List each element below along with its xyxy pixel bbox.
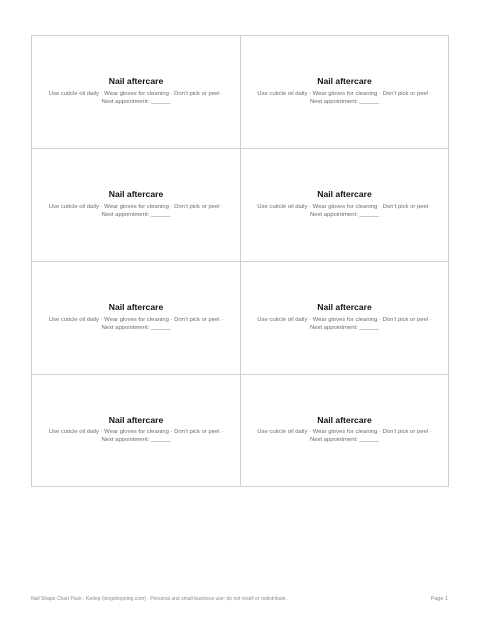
aftercare-card bbox=[32, 375, 241, 487]
card-tips: Use cuticle oil daily · Wear gloves for cleaning · Don’t pick or peel · bbox=[257, 316, 432, 323]
card-appointment: Next appointment: ______ bbox=[101, 98, 171, 105]
aftercare-card bbox=[32, 36, 241, 149]
card-tips: Use cuticle oil daily · Wear gloves for cleaning · Don’t pick or peel · bbox=[48, 90, 224, 97]
footer-credit: Nail Shape Chart Pack · Kedop (longshopping.com) · Personal and small-business use; do not resell or redistribute. bbox=[31, 596, 287, 602]
card-appointment: Next appointment: ______ bbox=[309, 211, 380, 218]
card-appointment: Next appointment: ______ bbox=[309, 437, 380, 444]
card-tips: Use cuticle oil daily · Wear gloves for cleaning · Don’t pick or peel · bbox=[257, 429, 432, 436]
aftercare-card bbox=[241, 375, 449, 487]
card-appointment: Next appointment: ______ bbox=[101, 211, 171, 218]
aftercare-card-grid bbox=[31, 35, 449, 487]
card-title: Nail aftercare bbox=[108, 302, 164, 313]
card-appointment: Next appointment: ______ bbox=[309, 324, 380, 331]
aftercare-card bbox=[241, 36, 449, 149]
card-tips: Use cuticle oil daily · Wear gloves for cleaning · Don’t pick or peel · bbox=[48, 429, 224, 436]
card-appointment: Next appointment: ______ bbox=[101, 324, 171, 331]
card-title: Nail aftercare bbox=[108, 76, 164, 87]
card-tips: Use cuticle oil daily · Wear gloves for cleaning · Don’t pick or peel · bbox=[48, 316, 224, 323]
card-tips: Use cuticle oil daily · Wear gloves for cleaning · Don’t pick or peel · bbox=[257, 203, 432, 210]
card-title: Nail aftercare bbox=[317, 414, 372, 425]
card-tips: Use cuticle oil daily · Wear gloves for cleaning · Don’t pick or peel · bbox=[257, 90, 432, 97]
page-number: Page 1 bbox=[430, 596, 448, 602]
card-title: Nail aftercare bbox=[317, 76, 372, 87]
card-appointment: Next appointment: ______ bbox=[309, 98, 380, 105]
aftercare-card bbox=[32, 262, 241, 375]
card-title: Nail aftercare bbox=[317, 189, 372, 200]
card-title: Nail aftercare bbox=[317, 302, 372, 313]
aftercare-card bbox=[241, 262, 449, 375]
card-title: Nail aftercare bbox=[108, 414, 164, 425]
card-title: Nail aftercare bbox=[108, 189, 164, 200]
card-tips: Use cuticle oil daily · Wear gloves for cleaning · Don’t pick or peel · bbox=[48, 203, 224, 210]
aftercare-card bbox=[32, 149, 241, 262]
card-appointment: Next appointment: ______ bbox=[101, 437, 171, 444]
aftercare-card bbox=[241, 149, 449, 262]
